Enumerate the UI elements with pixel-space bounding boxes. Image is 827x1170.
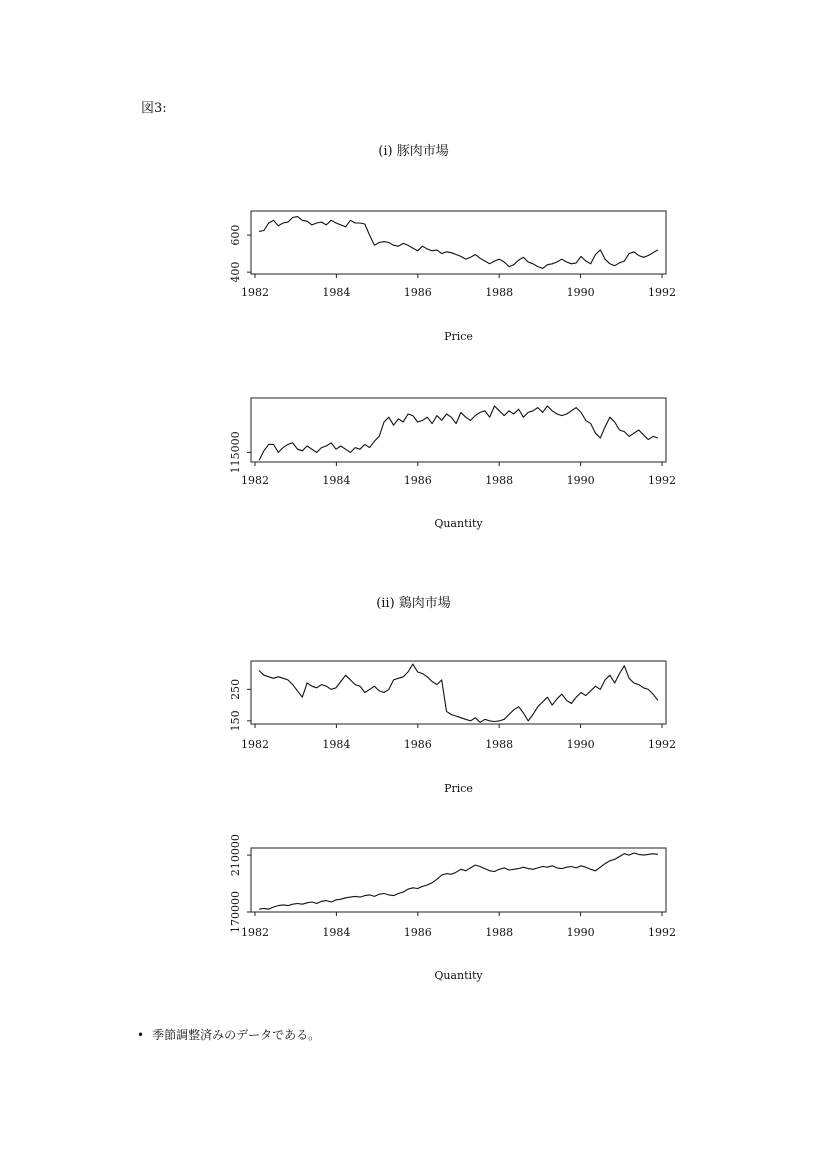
y-tick-label: 150 [229, 710, 242, 732]
x-tick-label: 1988 [485, 926, 514, 939]
x-tick-label: 1988 [485, 738, 514, 751]
chicken-price-chart [229, 661, 676, 795]
y-tick-label: 600 [229, 224, 242, 246]
footnote-bullet: • [137, 1028, 145, 1042]
x-tick-label: 1986 [403, 286, 432, 299]
x-tick-label: 1982 [241, 474, 269, 487]
plot-frame [251, 211, 666, 274]
x-tick-label: 1990 [566, 926, 595, 939]
x-tick-label: 1984 [322, 926, 351, 939]
x-tick-label: 1988 [485, 286, 514, 299]
x-tick-label: 1990 [566, 286, 595, 299]
x-tick-label: 1984 [322, 286, 351, 299]
figure-label: 図3: [141, 101, 167, 116]
pork-price-chart [229, 211, 676, 343]
y-tick-label: 170000 [229, 891, 242, 933]
series-line-pork-price [259, 217, 658, 269]
x-tick-label: 1982 [241, 926, 269, 939]
x-tick-label: 1990 [566, 474, 595, 487]
x-tick-label: 1990 [566, 738, 595, 751]
x-tick-label: 1986 [403, 926, 432, 939]
pork-quantity-chart [229, 398, 676, 530]
series-line-chicken-quantity [259, 853, 658, 909]
x-axis-label: Quantity [434, 969, 483, 982]
series-line-pork-quantity [259, 406, 658, 460]
x-axis-label: Price [444, 782, 473, 795]
y-tick-label: 400 [229, 261, 242, 283]
plot-frame [251, 661, 666, 724]
x-tick-label: 1982 [241, 286, 269, 299]
y-tick-label: 210000 [229, 834, 242, 877]
x-tick-label: 1986 [403, 738, 432, 751]
x-tick-label: 1992 [648, 286, 676, 299]
chicken-quantity-chart [229, 834, 676, 982]
x-tick-label: 1992 [648, 738, 676, 751]
x-tick-label: 1984 [322, 474, 351, 487]
footnote [137, 1026, 320, 1043]
x-axis-label: Price [444, 330, 473, 343]
x-tick-label: 1984 [322, 738, 351, 751]
x-tick-label: 1992 [648, 474, 676, 487]
section-title-chicken: (ii) 鶏肉市場 [376, 596, 451, 611]
x-axis-label: Quantity [434, 517, 483, 530]
x-tick-label: 1986 [403, 474, 432, 487]
footnote-text: 季節調整済みのデータである。 [152, 1028, 321, 1042]
x-tick-label: 1982 [241, 738, 269, 751]
section-title-pork: (i) 豚肉市場 [378, 144, 449, 159]
x-tick-label: 1988 [485, 474, 514, 487]
y-tick-label: 115000 [229, 431, 242, 474]
y-tick-label: 250 [229, 678, 242, 700]
x-tick-label: 1992 [648, 926, 676, 939]
series-line-chicken-price [259, 664, 658, 722]
